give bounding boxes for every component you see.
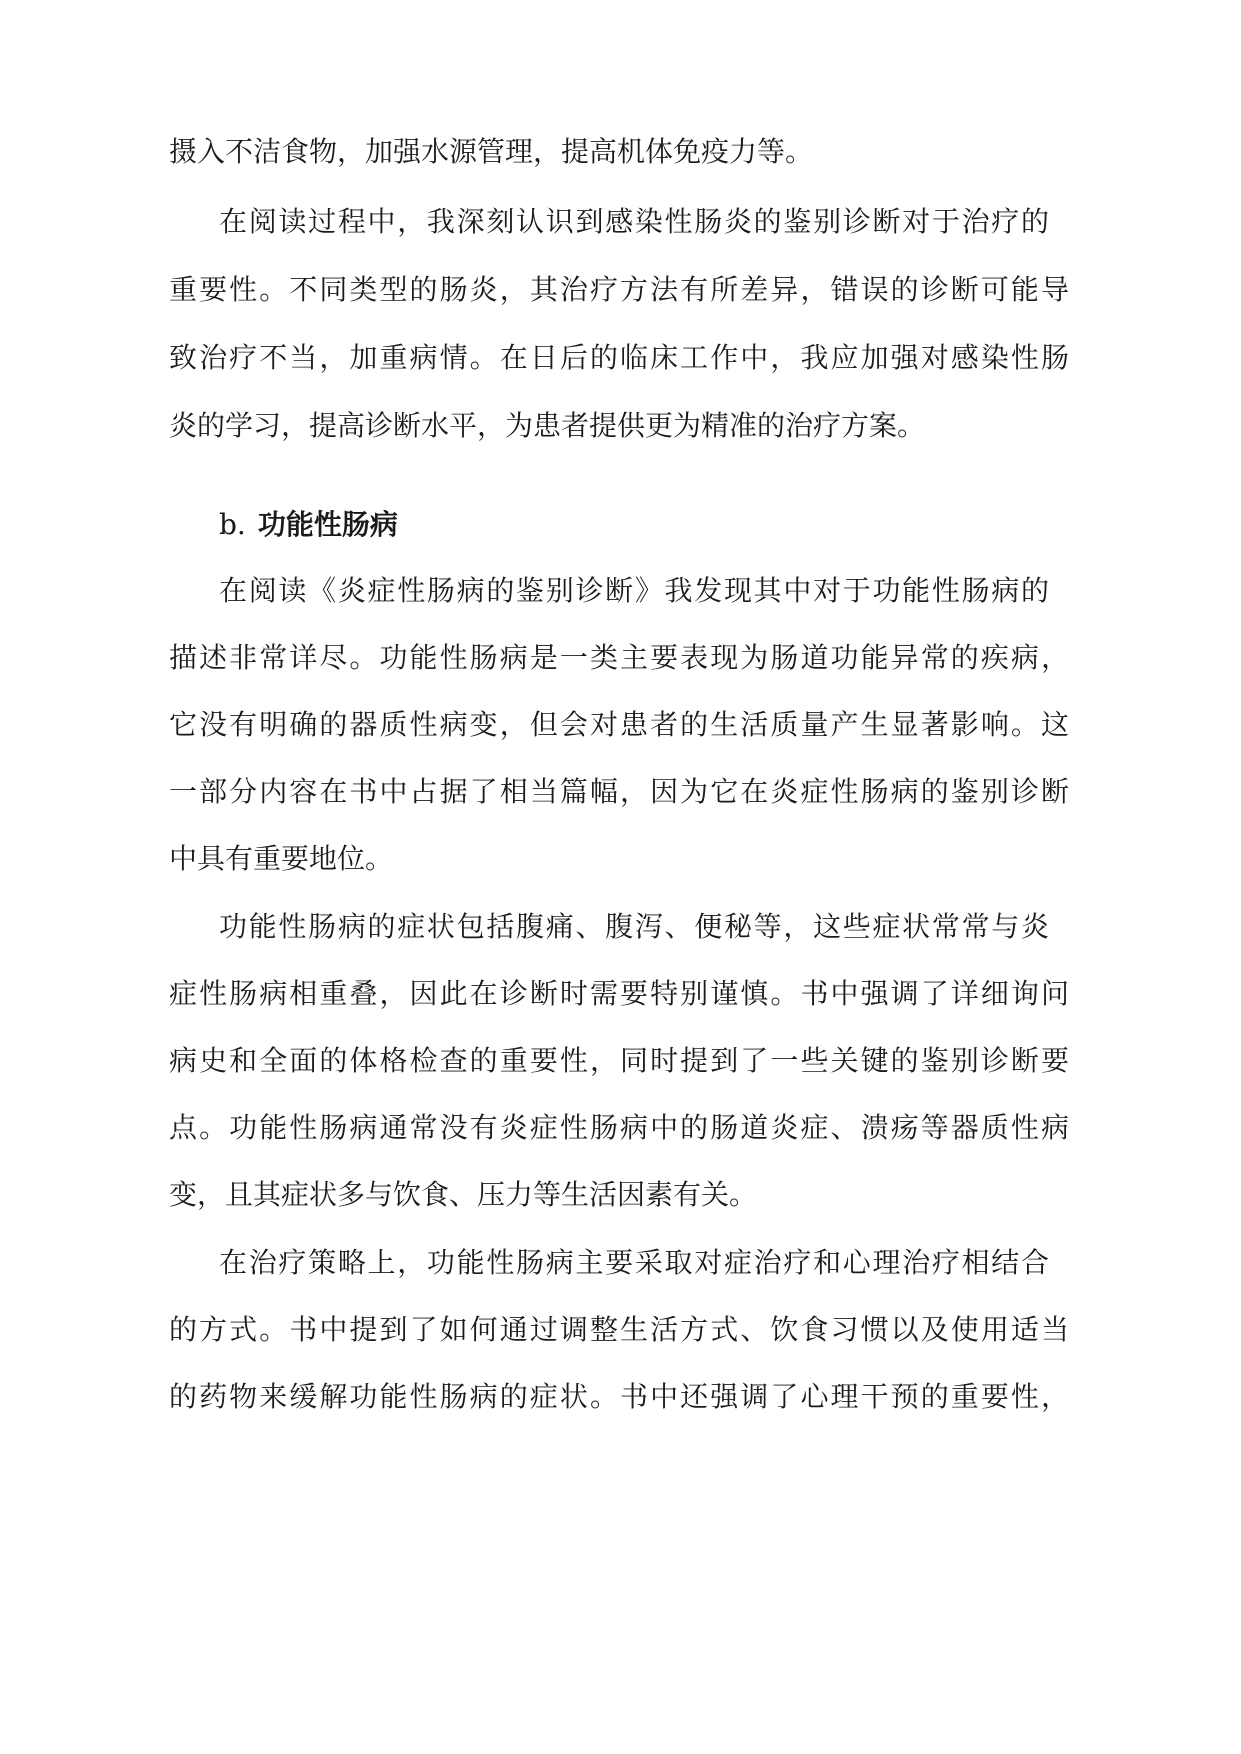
heading-marker: b. bbox=[219, 508, 246, 541]
text-line: 在阅读《炎症性肠病的鉴别诊断》我发现其中对于功能性肠病的 bbox=[219, 574, 1051, 607]
heading-title: 功能性肠病 bbox=[257, 508, 398, 541]
text-line: 致治疗不当，加重病情。在日后的临床工作中，我应加强对感染性肠 bbox=[169, 341, 1072, 374]
text-line: 它没有明确的器质性病变，但会对患者的生活质量产生显著影响。这 bbox=[169, 708, 1072, 741]
text-line: 症性肠病相重叠，因此在诊断时需要特别谨慎。书中强调了详细询问 bbox=[169, 977, 1072, 1010]
text-line: 描述非常详尽。功能性肠病是一类主要表现为肠道功能异常的疾病， bbox=[169, 641, 1072, 674]
text-line: 炎的学习，提高诊断水平，为患者提供更为精准的治疗方案。 bbox=[169, 409, 926, 442]
text-line: 中具有重要地位。 bbox=[169, 842, 394, 875]
text-line: 摄入不洁食物，加强水源管理，提高机体免疫力等。 bbox=[169, 135, 814, 168]
text-line: 的药物来缓解功能性肠病的症状。书中还强调了心理干预的重要性， bbox=[169, 1380, 1072, 1413]
text-line: 重要性。不同类型的肠炎，其治疗方法有所差异，错误的诊断可能导 bbox=[169, 273, 1072, 306]
text-line: 的方式。书中提到了如何通过调整生活方式、饮食习惯以及使用适当 bbox=[169, 1313, 1072, 1346]
text-line: 功能性肠病的症状包括腹痛、腹泻、便秘等，这些症状常常与炎 bbox=[219, 910, 1051, 943]
text-line: 点。功能性肠病通常没有炎症性肠病中的肠道炎症、溃疡等器质性病 bbox=[169, 1111, 1072, 1144]
text-line: 在阅读过程中，我深刻认识到感染性肠炎的鉴别诊断对于治疗的 bbox=[219, 205, 1051, 238]
text-line: 在治疗策略上，功能性肠病主要采取对症治疗和心理治疗相结合 bbox=[219, 1246, 1051, 1279]
text-line: 变，且其症状多与饮食、压力等生活因素有关。 bbox=[169, 1178, 758, 1211]
text-line: 一部分内容在书中占据了相当篇幅，因为它在炎症性肠病的鉴别诊断 bbox=[169, 775, 1072, 808]
section-heading bbox=[219, 505, 819, 545]
text-line: 病史和全面的体格检查的重要性，同时提到了一些关键的鉴别诊断要 bbox=[169, 1044, 1072, 1077]
